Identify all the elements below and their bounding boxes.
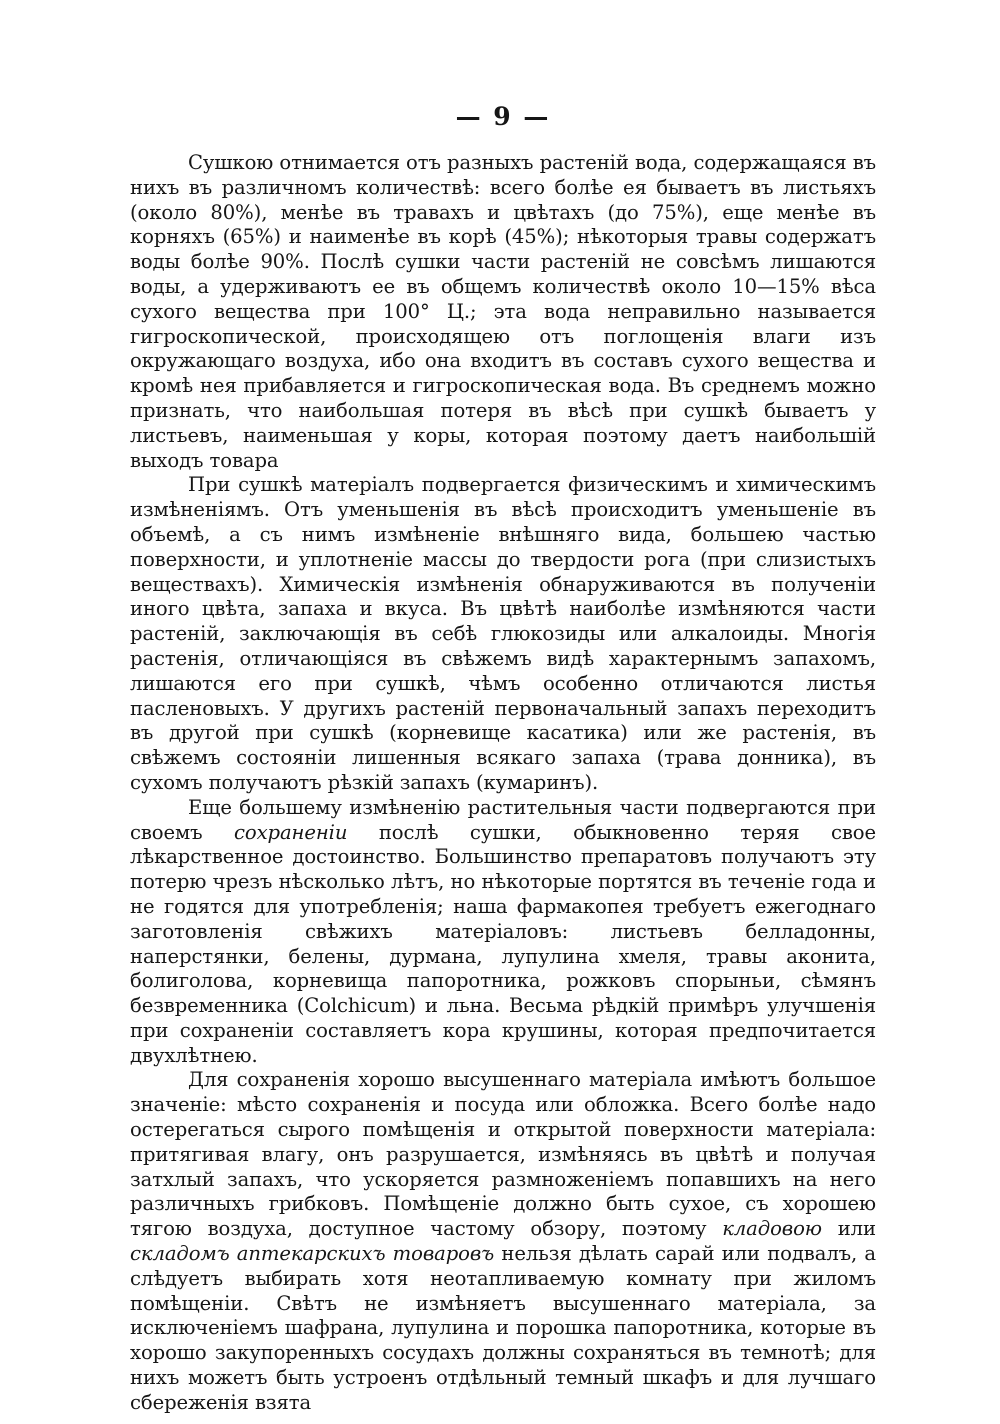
paragraph-drying-water [130,151,876,473]
paragraph-text: или [821,1217,876,1241]
italic-term: складомъ аптекарскихъ товаровъ [130,1242,495,1266]
paragraph-text: Еще большему измѣненію растительныя части подвергаются при своемъ [130,795,876,844]
paragraph-text: Сушкою отнимается отъ разныхъ растеній вода, содержащаяся въ нихъ въ различномъ количествѣ: всего болѣе ея бываетъ въ листьяхъ (около 80%), менѣе въ травахъ и цвѣтахъ (до 75%), еще менѣе въ корняхъ (65%) и наименѣе въ корѣ (45%); нѣкоторыя травы содержатъ воды болѣе 90%. Послѣ сушки части растеній не совсѣмъ лишаются воды, а удерживаютъ ее въ общемъ количествѣ около 10—15% вѣса сухого вещества при 100° Ц.; эта вода неправильно называется гигроскопической, происходящею отъ поглощенія влаги изъ окружающаго воздуха, ибо она входитъ въ составъ сухого вещества и кромѣ нея прибавляется и гигроскопическая вода. Въ среднемъ можно признать, что наибольшая потеря въ вѣсѣ при сушкѣ бываетъ у листьевъ, наименьшая у коры, которая поэтому даетъ наибольшій выходъ товара [130,151,876,472]
italic-term: сохраненіи [234,820,348,844]
paragraph-text: При сушкѣ матеріалъ подвергается физическимъ и химическимъ измѣненіямъ. Отъ уменьшенія въ вѣсѣ происходитъ уменьшеніе въ объемѣ, а съ нимъ измѣненіе внѣшняго вида, большею частью поверхности, и уплотненіе массы до твердости рога (при слизистыхъ веществахъ). Химическія измѣненія обнаруживаются въ полученіи иного цвѣта, запаха и вкуса. Въ цвѣтѣ наиболѣе измѣняются части растеній, заключающія въ себѣ глюкозиды или алкалоиды. Многія растенія, отличающіяся въ свѣжемъ видѣ характернымъ запахомъ, лишаются его при сушкѣ, чѣмъ особенно отличаются листья пасленовыхъ. У другихъ растеній первоначальный запахъ переходитъ въ другой при сушкѣ (корневище касатика) или же растенія, въ свѣжемъ состояніи лишенныя всякаго запаха (трава донника), въ сухомъ получаютъ рѣзкій запахъ (кумаринъ). [130,473,876,794]
paragraph-text: послѣ сушки, обыкновенно теряя свое лѣкарственное достоинство. Большинство препаратовъ получаютъ эту потерю чрезъ нѣсколько лѣтъ, но нѣкоторые портятся въ теченіе года и не годятся для употребленія; наша фармакопея требуетъ ежегоднаго заготовленія свѣжихъ матеріаловъ: листьевъ белладонны, наперстянки, белены, дурмана, лупулина хмеля, травы аконита, болиголова, корневища папоротника, рожковъ спорыньи, сѣмянъ безвременника (Colchicum) и льна. Весьма рѣдкій примѣръ улучшенія при сохраненіи составляетъ кора крушины, которая предпочитается двухлѣтнею. [130,820,876,1067]
paragraph-storage [130,1068,876,1415]
paragraph-text: нельзя дѣлать сарай или подвалъ, а слѣдуетъ выбирать хотя неотапливаемую комнату при жиломъ помѣщеніи. Свѣтъ не измѣняетъ высушеннаго матеріала, за исключеніемъ шафрана, лупулина и порошка папоротника, которые въ хорошо закупоренныхъ сосудахъ должны сохраняться въ темнотѣ; для нихъ можетъ быть устроенъ отдѣльный темный шкафъ и для лучшаго сбереженія взята [130,1242,876,1414]
page-number: — 9 — [455,102,551,131]
italic-term: кладовою [722,1217,822,1241]
paragraph-drying-changes [130,473,876,795]
paragraph-text: Для сохраненія хорошо высушеннаго матеріала имѣютъ большое значеніе: мѣсто сохраненія и посуда или обложка. Всего болѣе надо остерегаться сырого помѣщенія и открытой поверхности матеріала: притягивая влагу, онъ разрушается, измѣняясь въ цвѣтѣ и получая затхлый запахъ, что ускоряется размноженіемъ попавшихъ на него различныхъ грибковъ. Помѣщеніе должно быть сухое, съ хорошею тягою воздуха, доступное частому обзору, поэтому [130,1068,876,1241]
paragraph-preservation [130,796,876,1069]
